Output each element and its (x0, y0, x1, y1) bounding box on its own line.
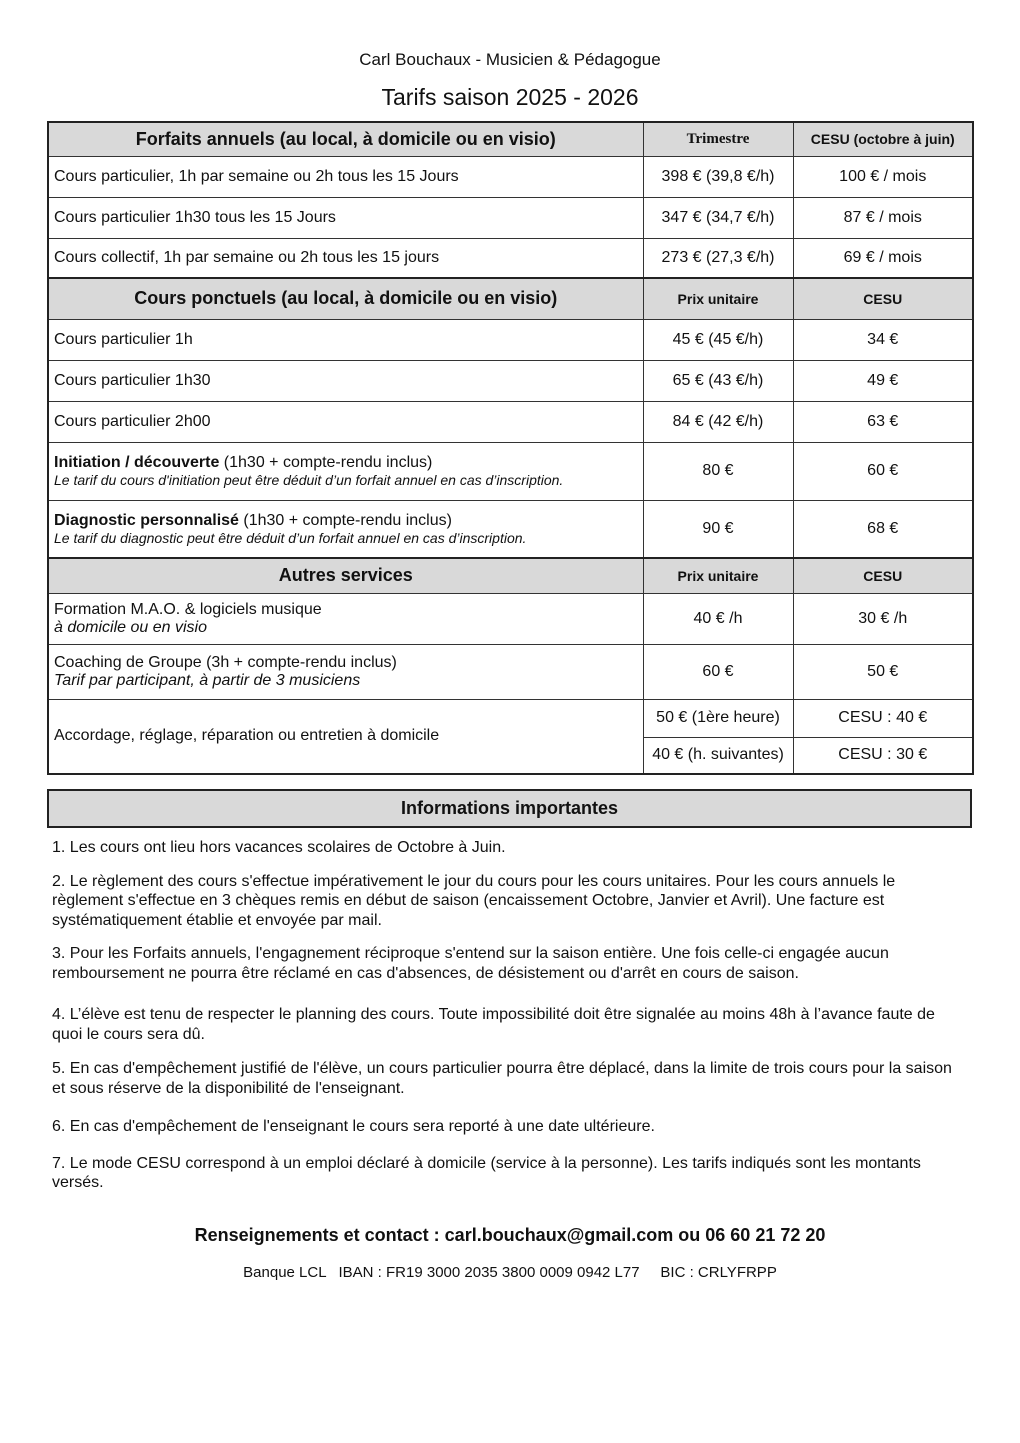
bank-details: Banque LCL IBAN : FR19 3000 2035 3800 0009 0942 L77 BIC : CRLYFRPP (243, 1264, 777, 1281)
section-title: Cours ponctuels (au local, à domicile ou en visio) (48, 278, 643, 319)
row-label: Cours collectif, 1h par semaine ou 2h tous les 15 jours (48, 238, 643, 278)
price-cell: 90 € (643, 500, 793, 558)
table-row (48, 197, 973, 238)
table-row (48, 360, 973, 401)
row-label-text: Formation M.A.O. & logiciels musique (54, 600, 322, 618)
section-header-autres (48, 558, 973, 593)
info-item: 5. En cas d'empêchement justifié de l'élève, un cours particulier pourra être déplacé, dans la limite de trois cours pour la saison et sous réserve de la disponibilité de l'enseignant. (52, 1060, 952, 1097)
row-note: Tarif par participant, à partir de 3 musiciens (54, 671, 361, 689)
price-cell: 45 € (45 €/h) (643, 319, 793, 360)
cesu-cell: 87 € / mois (793, 197, 973, 238)
row-label (48, 500, 643, 558)
row-label: Cours particulier, 1h par semaine ou 2h tous les 15 Jours (48, 156, 643, 197)
table-row (48, 699, 973, 737)
price-cell: 80 € (643, 442, 793, 500)
row-label-bold: Initiation / découverte (54, 454, 220, 471)
price-cell: 273 € (27,3 €/h) (643, 238, 793, 278)
row-label-detail: (1h30 + compte-rendu inclus) (219, 454, 433, 471)
price-cell: 40 € /h (643, 593, 793, 644)
row-label-text: Coaching de Groupe (3h + compte-rendu inclus) (54, 653, 397, 671)
column-header: Prix unitaire (643, 558, 793, 593)
price-cell: 65 € (43 €/h) (643, 360, 793, 401)
section-title: Autres services (48, 558, 643, 593)
table-row (48, 156, 973, 197)
column-header: CESU (793, 558, 973, 593)
row-label: Cours particulier 1h30 tous les 15 Jours (48, 197, 643, 238)
section-header-forfaits (48, 122, 973, 156)
page-title: Tarifs saison 2025 - 2026 (381, 84, 639, 110)
info-item: 2. Le règlement des cours s'effectue impérativement le jour du cours pour les cours unitaires. Pour les cours annuels le règlement s'effectue en 3 chèques remis en début de saison (encaissement Octobre, Janvier et Avril). Une facture est systématiquement établie et envoyée par mail. (52, 872, 896, 929)
table-row (48, 593, 973, 644)
info-item: 7. Le mode CESU correspond à un emploi déclaré à domicile (service à la personne). Les tarifs indiqués sont les montants versés. (52, 1154, 921, 1191)
price-cell: 398 € (39,8 €/h) (643, 156, 793, 197)
table-row (48, 442, 973, 500)
table-row (48, 644, 973, 699)
info-list (52, 838, 967, 1193)
row-label: Cours particulier 2h00 (48, 401, 643, 442)
price-cell: 40 € (h. suivantes) (643, 737, 793, 774)
column-header: Trimestre (643, 122, 793, 156)
info-item: 4. L’élève est tenu de respecter le planning des cours. Toute impossibilité doit être signalée au moins 48h à l’avance faute de quoi le cours sera dû. (52, 1006, 935, 1043)
column-header: Prix unitaire (643, 278, 793, 319)
price-cell: 60 € (643, 644, 793, 699)
cesu-cell: 34 € (793, 319, 973, 360)
cesu-cell: CESU : 30 € (793, 737, 973, 774)
contact-line: Renseignements et contact : carl.bouchaux@gmail.com ou 06 60 21 72 20 (194, 1225, 826, 1245)
row-label (48, 442, 643, 500)
info-item: 6. En cas d'empêchement de l'enseignant le cours sera reporté à une date ultérieure. (52, 1118, 655, 1135)
info-item: 1. Les cours ont lieu hors vacances scolaires de Octobre à Juin. (52, 839, 506, 856)
column-header: CESU (793, 278, 973, 319)
info-item: 3. Pour les Forfaits annuels, l'engagnement réciproque s'entend sur la saison entière. Une fois celle-ci engagée aucun remboursement ne pourra être réclamé en cas d'absences, de désistement ou d'arrêt en cours de saison. (52, 945, 889, 982)
section-title: Forfaits annuels (au local, à domicile ou en visio) (48, 122, 643, 156)
cesu-cell: 68 € (793, 500, 973, 558)
price-cell: 84 € (42 €/h) (643, 401, 793, 442)
row-label (48, 593, 643, 644)
cesu-cell: 63 € (793, 401, 973, 442)
table-row (48, 238, 973, 278)
info-heading: Informations importantes (47, 789, 972, 828)
row-label: Accordage, réglage, réparation ou entretien à domicile (48, 699, 643, 774)
row-note: Le tarif du cours d'initiation peut être déduit d’un forfait annuel en cas d’inscription. (54, 472, 564, 488)
row-label-detail: (1h30 + compte-rendu inclus) (238, 511, 452, 529)
cesu-cell: 30 € /h (793, 593, 973, 644)
row-note: Le tarif du diagnostic peut être déduit d’un forfait annuel en cas d’inscription. (54, 529, 527, 546)
row-label (48, 644, 643, 699)
cesu-cell: 69 € / mois (793, 238, 973, 278)
cesu-cell: 49 € (793, 360, 973, 401)
row-label-bold: Diagnostic personnalisé (54, 511, 239, 529)
row-label: Cours particulier 1h (48, 319, 643, 360)
pricing-table (47, 121, 974, 775)
cesu-cell: 60 € (793, 442, 973, 500)
column-header: CESU (octobre à juin) (793, 122, 973, 156)
section-header-ponctuels (48, 278, 973, 319)
price-cell: 347 € (34,7 €/h) (643, 197, 793, 238)
row-note: à domicile ou en visio (54, 618, 207, 636)
table-row (48, 319, 973, 360)
page-subtitle: Carl Bouchaux - Musicien & Pédagogue (359, 50, 661, 69)
cesu-cell: 100 € / mois (793, 156, 973, 197)
row-label: Cours particulier 1h30 (48, 360, 643, 401)
cesu-cell: 50 € (793, 644, 973, 699)
table-row (48, 500, 973, 558)
price-cell: 50 € (1ère heure) (643, 699, 793, 737)
cesu-cell: CESU : 40 € (793, 699, 973, 737)
table-row (48, 401, 973, 442)
